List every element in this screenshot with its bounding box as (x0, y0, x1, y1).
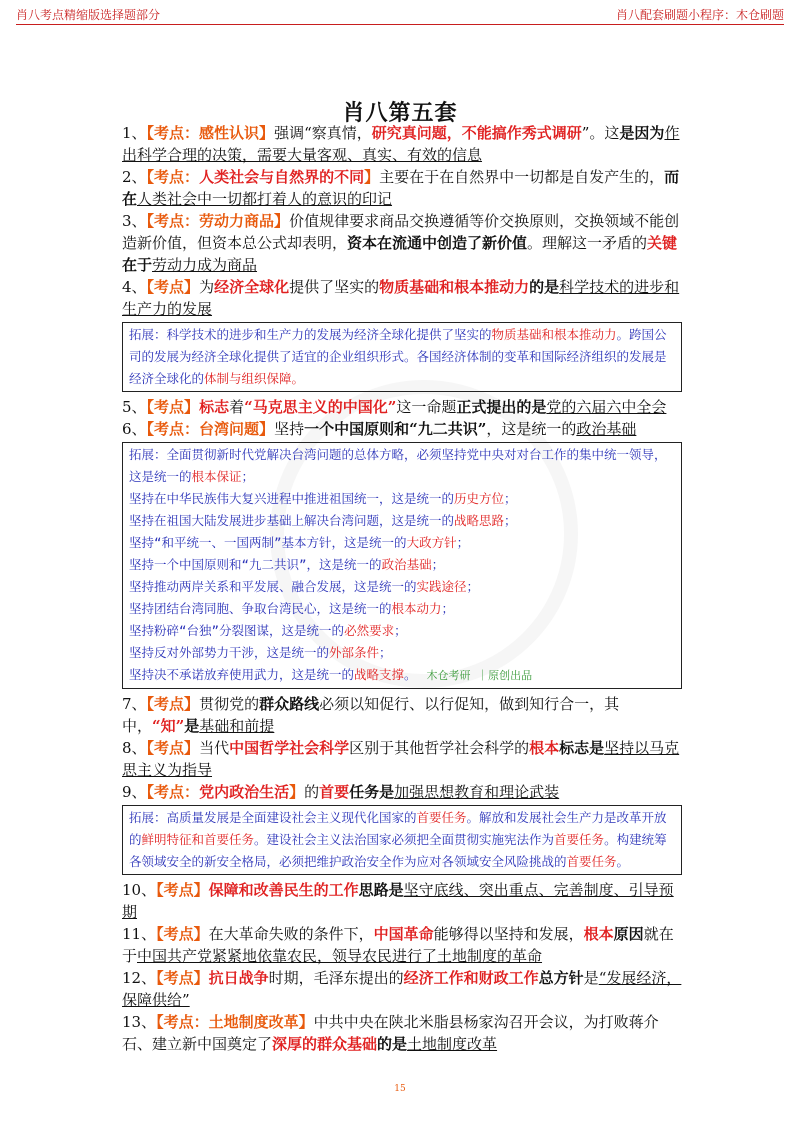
taiwan-line-4: 坚持“和平统一、一国两制”基本方针，这是统一的大政方针； (129, 535, 470, 550)
question-12: 12、【考点】抗日战争时期，毛泽东提出的经济工作和财政工作总方针是“发展经济，保障供给” (122, 969, 682, 1009)
question-13: 13、【考点：土地制度改革】中共中央在陕北米脂县杨家沟召开会议，为打败蒋介石、建立新中国奠定了深厚的群众基础的是土地制度改革 (122, 1013, 659, 1053)
taiwan-line-2: 坚持在中华民族伟大复兴进程中推进祖国统一，这是统一的历史方位； (129, 491, 517, 506)
taiwan-line-3: 坚持在祖国大陆发展进步基础上解决台湾问题，这是统一的战略思路； (129, 513, 517, 528)
taiwan-line-8: 坚持粉碎“台独”分裂图谋，这是统一的必然要求； (129, 623, 407, 638)
question-6: 6、【考点：台湾问题】坚持一个中国原则和“九二共识”，这是统一的政治基础 (122, 420, 637, 438)
question-1: 1、【考点：感性认识】强调“察真情，研究真问题，不能搞作秀式调研”。这是因为作出科学合理的决策，需要大量客观、真实、有效的信息 (122, 124, 680, 164)
question-7: 7、【考点】贯彻党的群众路线必须以知促行、以行促知，做到知行合一，其中，“知”是基础和前提 (122, 695, 620, 735)
question-9: 9、【考点：党内政治生活】的首要任务是加强思想教育和理论武装 (122, 783, 560, 801)
question-5: 5、【考点】标志着“马克思主义的中国化”这一命题正式提出的是党的六届六中全会 (122, 398, 667, 416)
header-divider (16, 24, 784, 25)
taiwan-line-9: 坚持反对外部势力干涉，这是统一的外部条件； (129, 645, 392, 660)
extension-box-globalization: 拓展：科学技术的进步和生产力的发展为经济全球化提供了坚实的物质基础和根本推动力。跨国公司的发展为经济全球化提供了适宜的企业组织形式。各国经济体制的变革和国际经济组织的发展是经济全球化的体制与组织保障。 (122, 322, 682, 392)
question-10: 10、【考点】保障和改善民生的工作思路是坚守底线、突出重点、完善制度、引导预期 (122, 881, 674, 921)
question-11: 11、【考点】在大革命失败的条件下，中国革命能够得以坚持和发展，根本原因就在于中国共产党紧紧地依靠农民，领导农民进行了土地制度的革命 (122, 925, 674, 965)
question-8: 8、【考点】当代中国哲学社会科学区别于其他哲学社会科学的根本标志是坚持以马克思主义为指导 (122, 739, 680, 779)
question-3: 3、【考点：劳动力商品】价值规律要求商品交换遵循等价交换原则，交换领域不能创造新价值，但资本总公式却表明，资本在流通中创造了新价值。理解这一矛盾的关键在于劳动力成为商品 (122, 212, 680, 274)
taiwan-line-7: 坚持团结台湾同胞、争取台湾民心，这是统一的根本动力； (129, 601, 455, 616)
page-title: 肖八第五套 (342, 100, 458, 126)
question-4: 4、【考点】为经济全球化提供了坚实的物质基础和根本推动力的是科学技术的进步和生产力的发展 (122, 278, 680, 318)
question-list (122, 122, 682, 1055)
taiwan-line-10: 坚持决不承诺放弃使用武力，这是统一的战略支撑。 木仓考研 ｜原创出品 (129, 667, 533, 682)
page-number: 15 (394, 1084, 406, 1094)
taiwan-line-5: 坚持一个中国原则和“九二共识”，这是统一的政治基础； (129, 557, 445, 572)
taiwan-line-6: 坚持推动两岸关系和平发展、融合发展，这是统一的实践途径； (129, 579, 480, 594)
extension-box-primary-task: 拓展：高质量发展是全面建设社会主义现代化国家的首要任务。解放和发展社会生产力是改革开放的鲜明特征和首要任务。建设社会主义法治国家必须把全面贯彻实施宪法作为首要任务。构建统筹各领域安全的新安全格局，必须把维护政治安全作为应对各领域安全风险挑战的首要任务。 (122, 805, 682, 875)
brand-watermark: 木仓考研 ｜原创出品 (426, 669, 533, 682)
question-2: 2、【考点：人类社会与自然界的不同】主要在于在自然界中一切都是自发产生的，而在人类社会中一切都打着人的意识的印记 (122, 168, 680, 208)
taiwan-line-1: 拓展：全面贯彻新时代党解决台湾问题的总体方略，必须坚持党中央对对台工作的集中统一领导，这是统一的根本保证； (129, 447, 667, 484)
extension-box-taiwan (122, 442, 682, 689)
header-left: 肖八考点精缩版选择题部分 (16, 8, 161, 22)
header-right: 肖八配套刷题小程序：木仓刷题 (615, 8, 784, 22)
